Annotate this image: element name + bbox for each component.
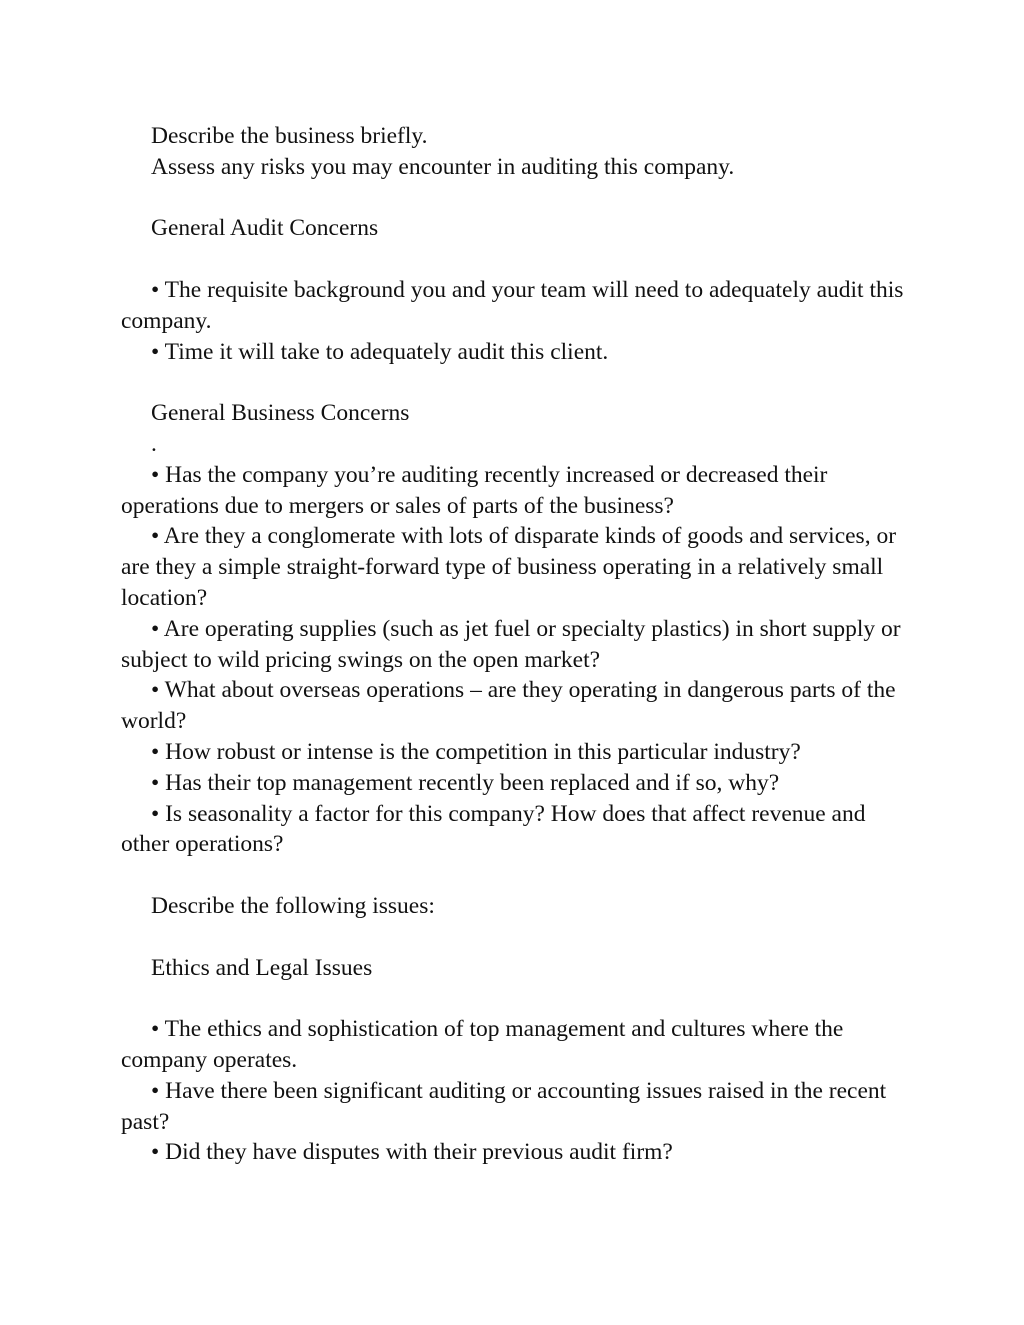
document-page <box>121 121 911 1168</box>
business-concern-item: • How robust or intense is the competition in this particular industry? <box>151 738 801 765</box>
business-concern-item: • Are operating supplies (such as jet fuel or specialty plastics) in short supply or subject to wild pricing swings on the open market? <box>121 615 901 673</box>
spacer <box>121 183 911 214</box>
audit-concern-item: • Time it will take to adequately audit this client. <box>151 338 609 365</box>
spacer <box>121 922 911 953</box>
audit-concerns-heading: General Audit Concerns <box>151 215 379 242</box>
spacer <box>121 367 911 398</box>
spacer <box>121 860 911 891</box>
ethics-item: • Did they have disputes with their previous audit firm? <box>151 1139 673 1166</box>
spacer <box>121 244 911 275</box>
ethics-heading: Ethics and Legal Issues <box>151 954 373 981</box>
issues-intro: Describe the following issues: <box>151 892 435 919</box>
ethics-item: • The ethics and sophistication of top management and cultures where the company operates. <box>121 1016 844 1073</box>
business-concern-item: • Has their top management recently been replaced and if so, why? <box>151 769 780 796</box>
business-concern-item: • What about overseas operations – are they operating in dangerous parts of the world? <box>121 677 896 735</box>
intro-line-describe: Describe the business briefly. <box>151 123 428 149</box>
audit-concern-item: • The requisite background you and your team will need to adequately audit this company. <box>121 276 904 334</box>
business-concerns-heading: General Business Concerns <box>151 400 410 427</box>
ethics-item: • Have there been significant auditing or accounting issues raised in the recent past? <box>121 1077 887 1135</box>
business-concern-item: • Is seasonality a factor for this company? How does that affect revenue and other operations? <box>121 800 866 858</box>
business-concern-item: • Has the company you’re auditing recently increased or decreased their operations due to mergers or sales of parts of the business? <box>121 461 828 519</box>
stray-dot: . <box>151 430 157 457</box>
business-concern-item: • Are they a conglomerate with lots of disparate kinds of goods and services, or are they a simple straight-forward type of business operating in a relatively small location? <box>121 523 897 611</box>
spacer <box>121 983 911 1014</box>
intro-line-assess: Assess any risks you may encounter in auditing this company. <box>151 153 735 180</box>
